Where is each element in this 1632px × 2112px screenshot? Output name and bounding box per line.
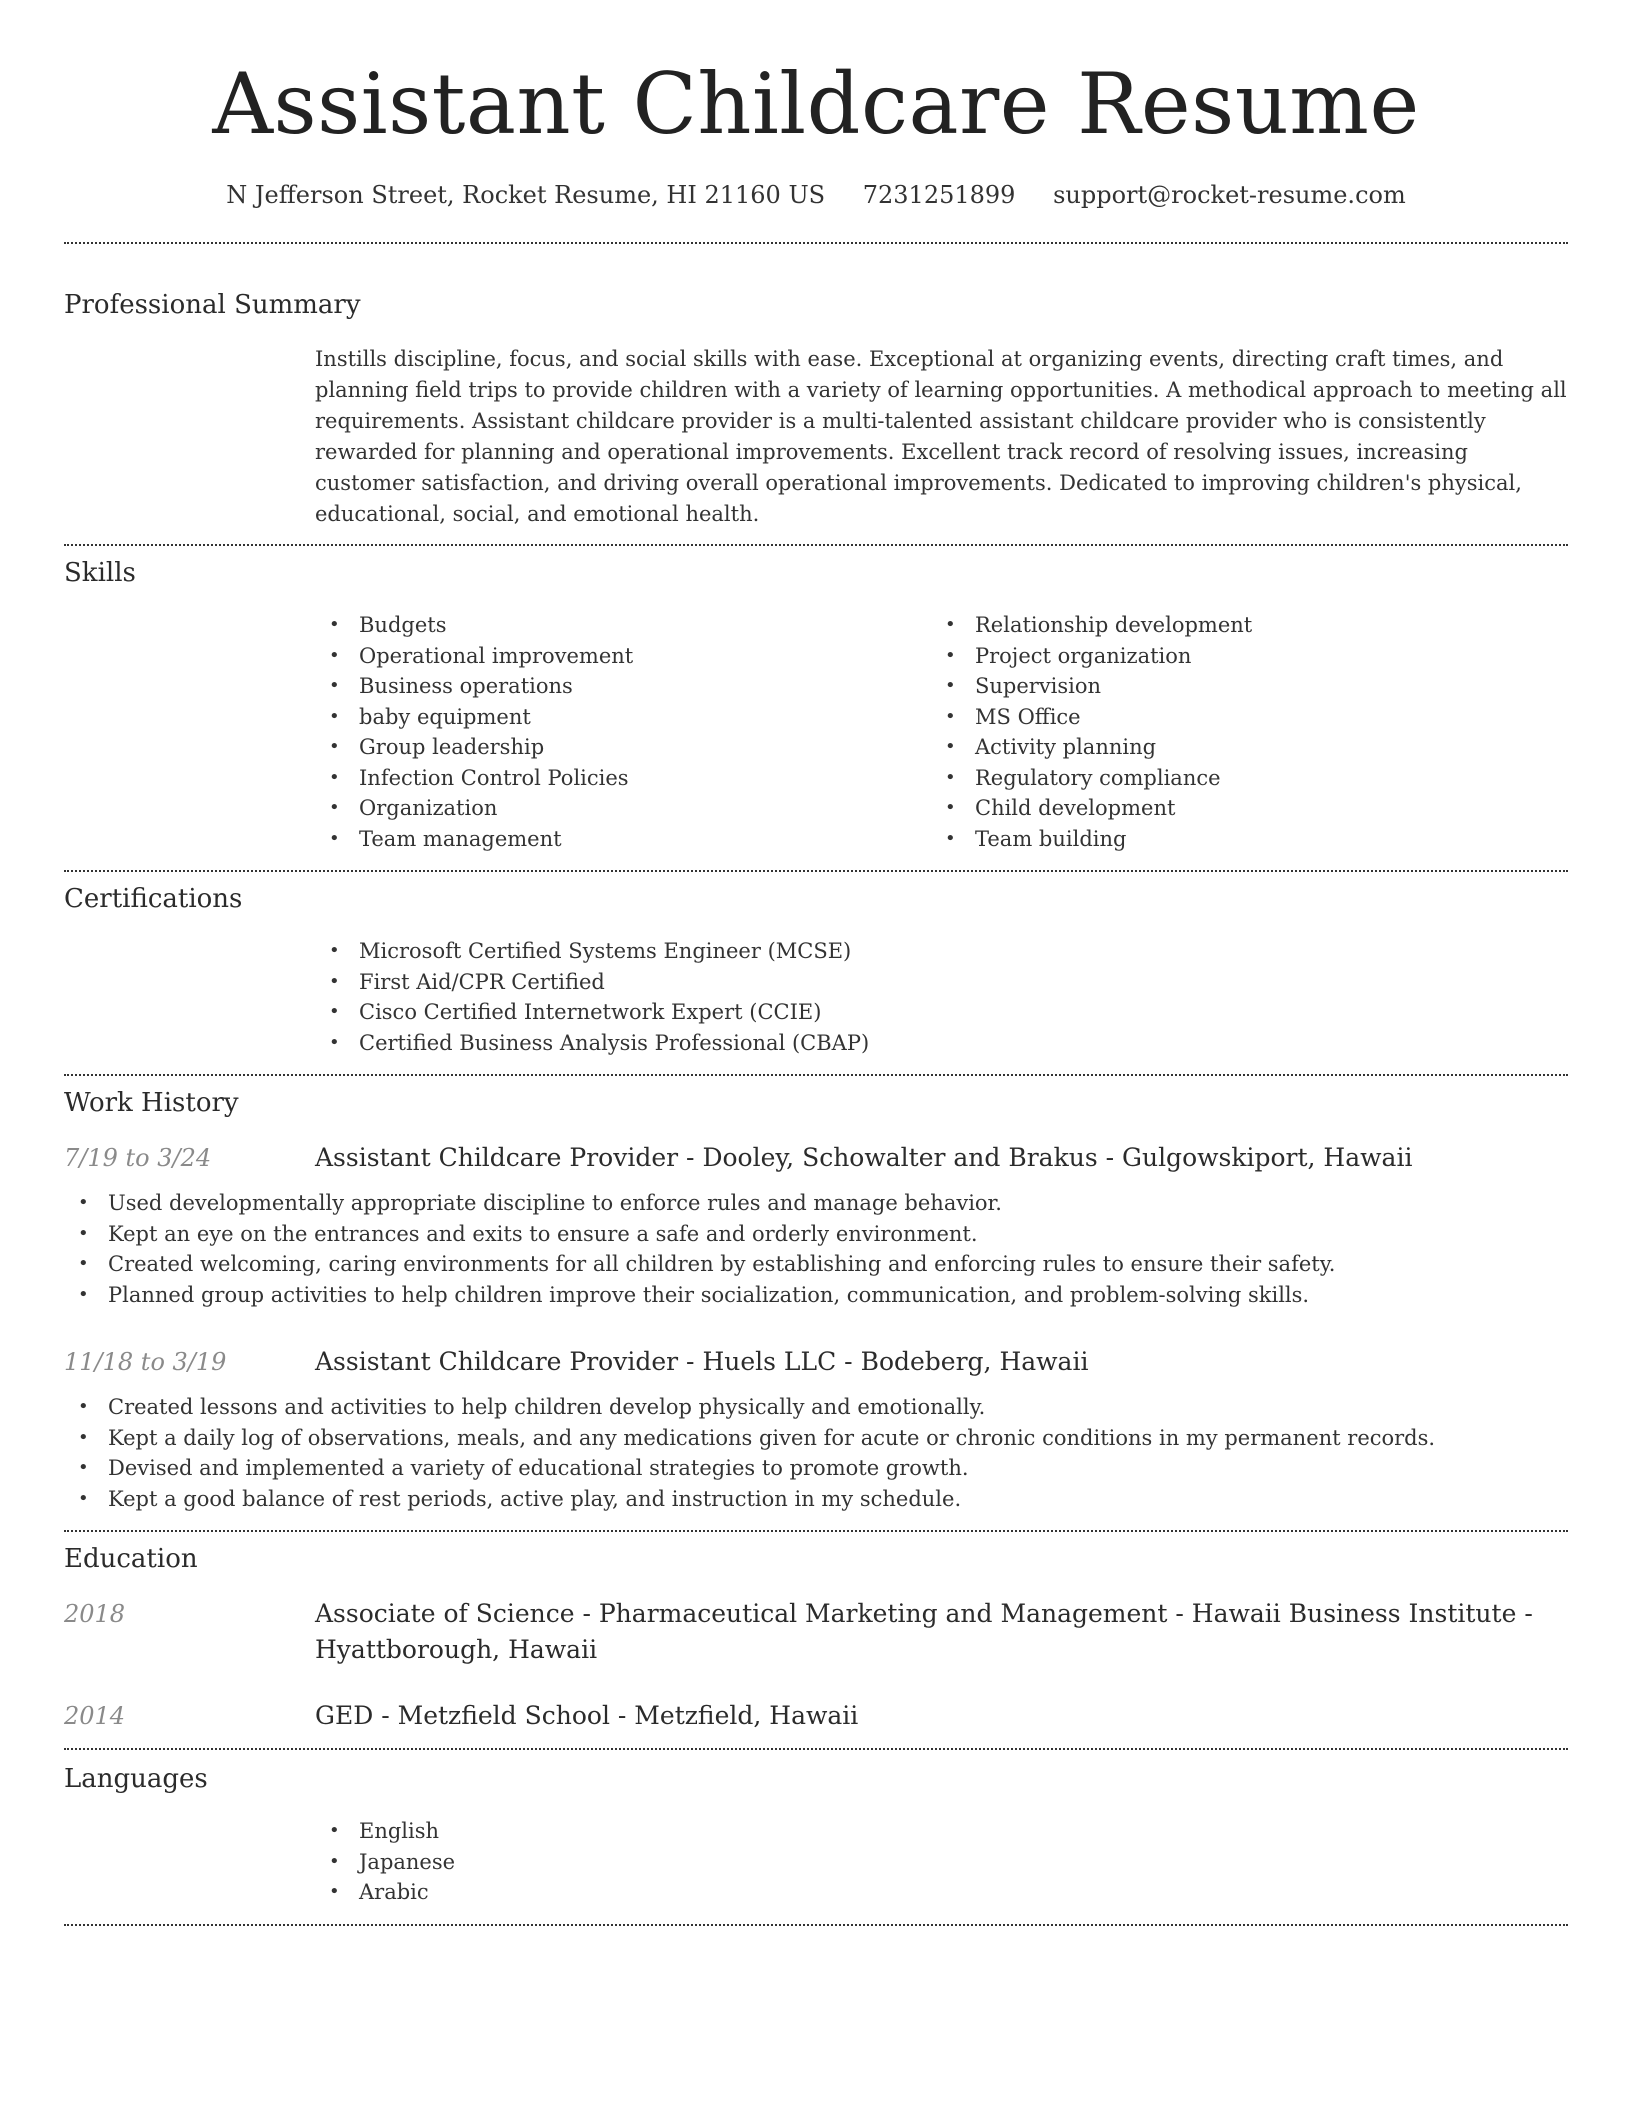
- work-entry-header: [64, 1140, 1568, 1176]
- contact-address: N Jefferson Street, Rocket Resume, HI 21160 US: [226, 181, 826, 209]
- section-work-history: [64, 1076, 1568, 1514]
- list-item: • Cisco Certified Internetwork Expert (CCIE): [315, 997, 1568, 1028]
- education-entry: [64, 1698, 1568, 1734]
- list-item: • Regulatory compliance: [931, 763, 1547, 794]
- list-item: • Japanese: [315, 1847, 1568, 1878]
- list-item: • Created welcoming, caring environments for all children by establishing and enforcing rules to ensure their safety.: [64, 1249, 1568, 1280]
- education-year: 2018: [64, 1600, 126, 1628]
- resume-title: Assistant Childcare Resume: [212, 55, 1420, 153]
- list-item: • baby equipment: [315, 702, 931, 733]
- list-item: • Kept an eye on the entrances and exits to ensure a safe and orderly environment.: [64, 1219, 1568, 1250]
- list-item: • Operational improvement: [315, 641, 931, 672]
- divider: [64, 1924, 1568, 1926]
- section-summary: [64, 244, 1568, 530]
- work-dates: 7/19 to 3/24: [64, 1144, 212, 1172]
- list-item: • Relationship development: [931, 610, 1547, 641]
- education-year: 2014: [64, 1702, 126, 1730]
- certifications-list: [315, 936, 1568, 1058]
- section-title-summary: Professional Summary: [64, 290, 361, 320]
- section-languages: [64, 1750, 1568, 1908]
- list-item: • Team building: [931, 824, 1547, 855]
- summary-text: Instills discipline, focus, and social skills with ease. Exceptional at organizing events, directing craft times, and planning field trips to provide children with a variety of learning opportunities. A methodical approach to meeting all requirements. Assistant childcare provider is a multi-talented assistant childcare provider who is consistently rewarded for planning and operational improvements. Excellent track record of resolving issues, increasing customer satisfaction, and driving overall operational improvements. Dedicated to improving children's physical, educational, social, and emotional health.: [315, 347, 1567, 526]
- list-item: • First Aid/CPR Certified: [315, 967, 1568, 998]
- list-item: • Created lessons and activities to help children develop physically and emotionally.: [64, 1392, 1568, 1423]
- list-item: • Kept a daily log of observations, meals, and any medications given for acute or chronic conditions in my permanent records.: [64, 1423, 1568, 1454]
- contact-email: support@rocket-resume.com: [1053, 181, 1406, 209]
- education-entry: [64, 1596, 1568, 1668]
- list-item: • Budgets: [315, 610, 931, 641]
- list-item: • Microsoft Certified Systems Engineer (MCSE): [315, 936, 1568, 967]
- section-skills: [64, 546, 1568, 854]
- section-title-work: Work History: [64, 1088, 239, 1118]
- list-item: • Used developmentally appropriate discipline to enforce rules and manage behavior.: [64, 1188, 1568, 1219]
- work-dates: 11/18 to 3/19: [64, 1348, 227, 1376]
- list-item: • Activity planning: [931, 732, 1547, 763]
- section-title-skills: Skills: [64, 558, 136, 588]
- section-title-languages: Languages: [64, 1764, 208, 1794]
- list-item: • Group leadership: [315, 732, 931, 763]
- languages-list: [315, 1816, 1568, 1908]
- list-item: • Arabic: [315, 1877, 1568, 1908]
- contact-line: [64, 178, 1568, 212]
- work-entry: [64, 1140, 1568, 1310]
- work-entry: [64, 1344, 1568, 1514]
- list-item: • Infection Control Policies: [315, 763, 931, 794]
- work-heading: Assistant Childcare Provider - Dooley, Schowalter and Brakus - Gulgowskiport, Hawaii: [315, 1143, 1413, 1172]
- skills-list-left: [315, 610, 931, 854]
- section-certifications: [64, 872, 1568, 1058]
- work-entry-header: [64, 1344, 1568, 1380]
- list-item: • Project organization: [931, 641, 1547, 672]
- section-education: [64, 1532, 1568, 1734]
- section-title-education: Education: [64, 1544, 198, 1574]
- section-title-certifications: Certifications: [64, 884, 243, 914]
- education-heading: Associate of Science - Pharmaceutical Marketing and Management - Hawaii Business Institute - Hyattborough, Hawaii: [315, 1599, 1533, 1664]
- list-item: • Devised and implemented a variety of educational strategies to promote growth.: [64, 1453, 1568, 1484]
- skills-list-right: [931, 610, 1547, 854]
- list-item: • Child development: [931, 793, 1547, 824]
- contact-phone: 7231251899: [862, 181, 1016, 209]
- list-item: • English: [315, 1816, 1568, 1847]
- list-item: • Supervision: [931, 671, 1547, 702]
- list-item: • Business operations: [315, 671, 931, 702]
- list-item: • Kept a good balance of rest periods, active play, and instruction in my schedule.: [64, 1484, 1568, 1515]
- work-heading: Assistant Childcare Provider - Huels LLC - Bodeberg, Hawaii: [315, 1347, 1089, 1376]
- education-heading: GED - Metzfield School - Metzfield, Hawaii: [315, 1701, 859, 1730]
- list-item: • Organization: [315, 793, 931, 824]
- list-item: • Planned group activities to help children improve their socialization, communication, and problem-solving skills.: [64, 1280, 1568, 1311]
- work-bullets: [64, 1188, 1568, 1310]
- list-item: • Team management: [315, 824, 931, 855]
- list-item: • MS Office: [931, 702, 1547, 733]
- work-bullets: [64, 1392, 1568, 1514]
- list-item: • Certified Business Analysis Professional (CBAP): [315, 1028, 1568, 1059]
- skills-grid: [315, 610, 1568, 854]
